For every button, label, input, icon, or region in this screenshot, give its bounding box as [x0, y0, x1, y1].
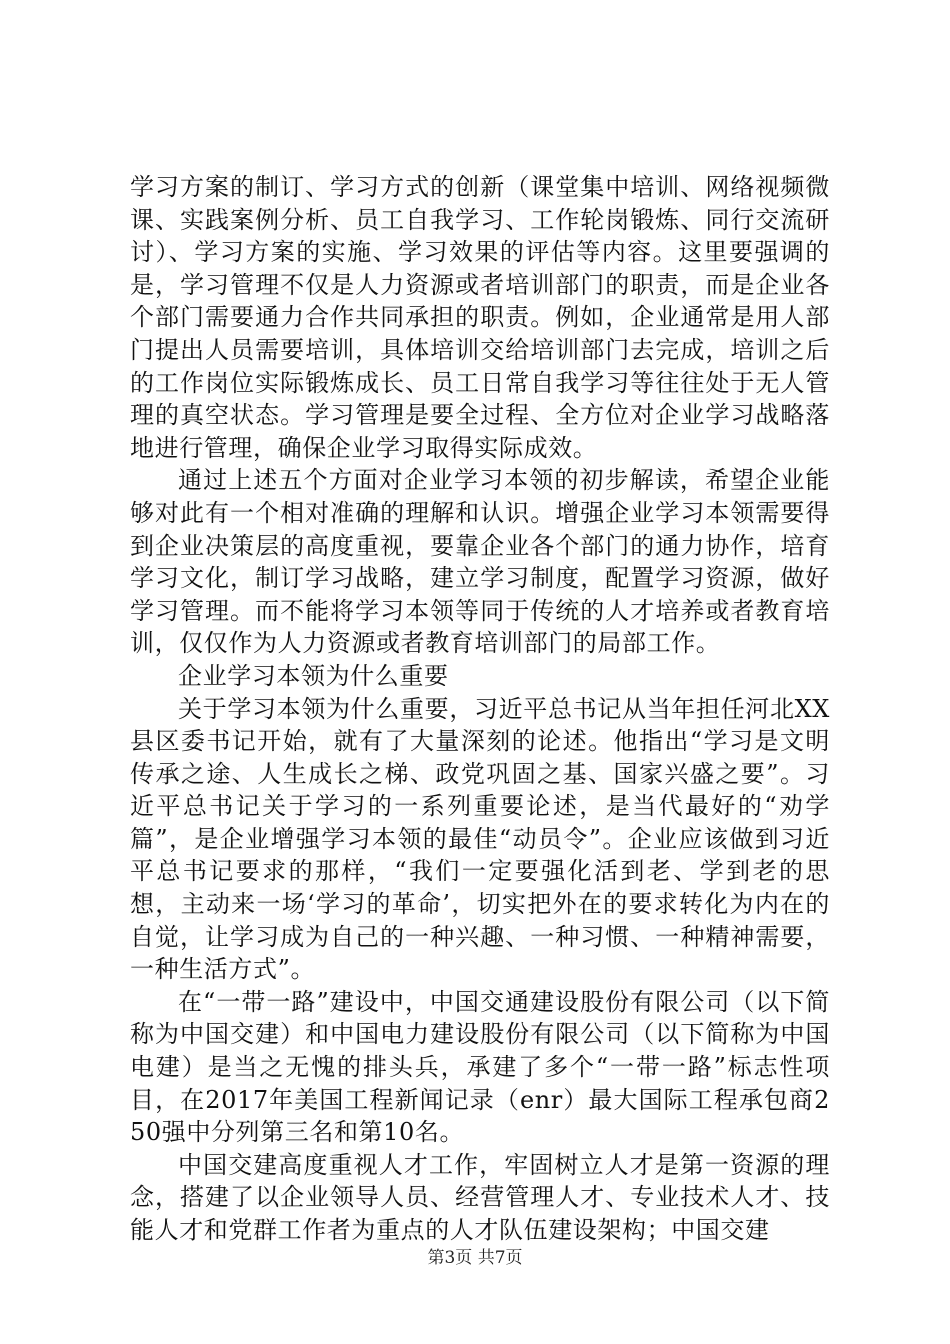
section-heading: 企业学习本领为什么重要	[178, 661, 449, 690]
paragraph: 在“一带一路”建设中，中国交通建设股份有限公司（以下简称为中国交建）和中国电力建设股份有限公司（以下简称为中国电建）是当之无愧的排头兵，承建了多个“一带一路”标志性项目，在2017年美国工程新闻记录（enr）最大国际工程承包商250强中分列第三名和第10名。	[130, 987, 830, 1147]
page-footer: 第3页 共7页	[427, 1248, 523, 1268]
paragraph: 通过上述五个方面对企业学习本领的初步解读，希望企业能够对此有一个相对准确的理解和认识。增强企业学习本领需要得到企业决策层的高度重视，要靠企业各个部门的通力协作，培育学习文化，制订学习战略，建立学习制度，配置学习资源，做好学习管理。而不能将学习本领等同于传统的人才培养或者教育培训，仅仅作为人力资源或者教育培训部门的局部工作。	[130, 466, 830, 658]
document-body	[130, 171, 830, 1247]
paragraph: 中国交建高度重视人才工作，牢固树立人才是第一资源的理念，搭建了以企业领导人员、经营管理人才、专业技术人才、技能人才和党群工作者为重点的人才队伍建设架构；中国交建	[130, 1150, 830, 1244]
paragraph-continuation: 学习方案的制订、学习方式的创新（课堂集中培训、网络视频微课、实践案例分析、员工自我学习、工作轮岗锻炼、同行交流研讨）、学习方案的实施、学习效果的评估等内容。这里要强调的是，学习管理不仅是人力资源或者培训部门的职责，而是企业各个部门需要通力合作共同承担的职责。例如，企业通常是用人部门提出人员需要培训，具体培训交给培训部门去完成，培训之后的工作岗位实际锻炼成长、员工日常自我学习等往往处于无人管理的真空状态。学习管理是要全过程、全方位对企业学习战略落地进行管理，确保企业学习取得实际成效。	[130, 173, 830, 462]
paragraph: 关于学习本领为什么重要，习近平总书记从当年担任河北XX县区委书记开始，就有了大量深刻的论述。他指出“学习是文明传承之途、人生成长之梯、政党巩固之基、国家兴盛之要”。习近平总书记关于学习的一系列重要论述，是当代最好的“劝学篇”，是企业增强学习本领的最佳“动员令”。企业应该做到习近平总书记要求的那样，“我们一定要强化活到老、学到老的思想，主动来一场‘学习的革命’，切实把外在的要求转化为内在的自觉，让学习成为自己的一种兴趣、一种习惯、一种精神需要，一种生活方式”。	[130, 694, 830, 984]
